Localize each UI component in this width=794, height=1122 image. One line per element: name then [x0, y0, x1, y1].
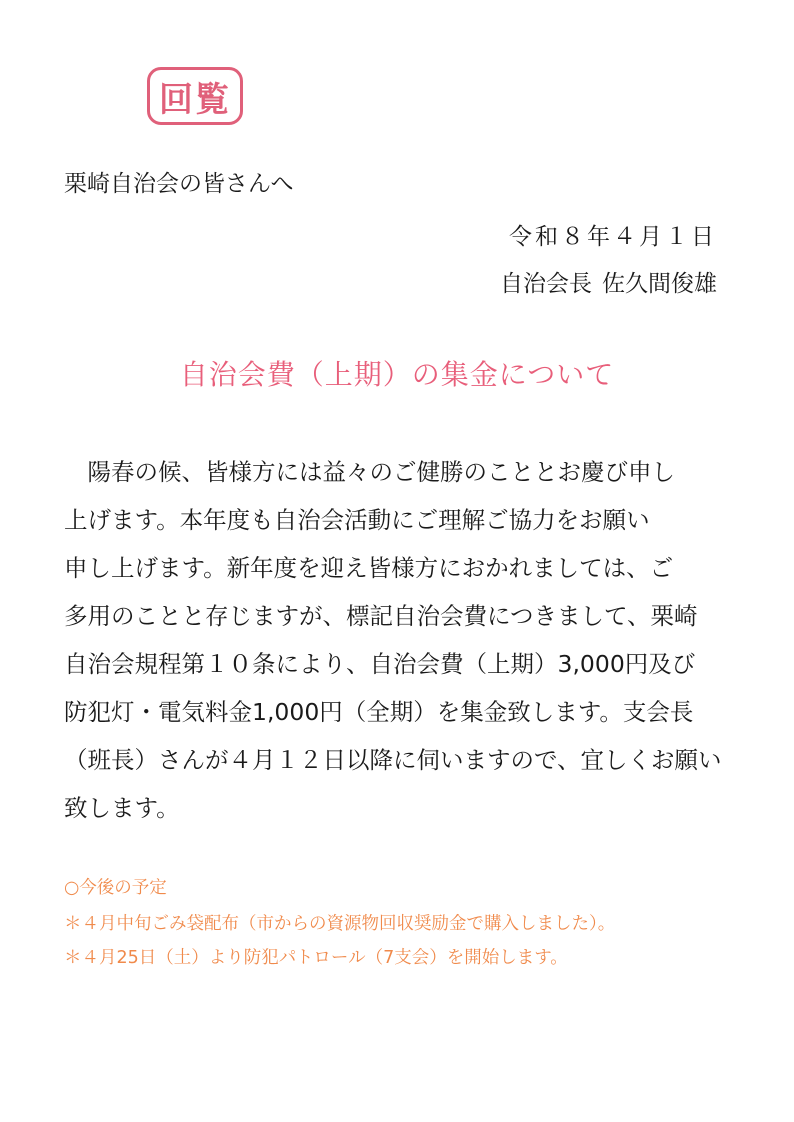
body-line: 多用のことと存じますが、標記自治会費につきまして、栗崎 — [64, 602, 698, 630]
sender-role: 自治会長 — [500, 271, 592, 297]
stamp-label: 回覧 — [159, 79, 231, 120]
sender — [500, 265, 717, 298]
circulation-stamp — [147, 67, 243, 125]
schedule-heading: ○今後の予定 — [64, 878, 167, 898]
schedule-item: ＊４月25日（土）より防犯パトロール（7支会）を開始します。 — [64, 948, 568, 968]
sender-name: 佐久間俊雄 — [602, 271, 717, 297]
body-line: 致します。 — [64, 794, 180, 822]
body-line: 自治会規程第１０条により、自治会費（上期）3,000円及び — [64, 650, 696, 678]
schedule-item: ＊４月中旬ごみ袋配布（市からの資源物回収奨励金で購入しました）。 — [64, 914, 616, 934]
body-text — [64, 448, 730, 832]
body-line: 陽春の候、皆様方には益々のご健勝のこととお慶び申し — [64, 458, 675, 486]
body-line: （班長）さんが４月１２日以降に伺いますので、宜しくお願い — [64, 746, 722, 774]
schedule-section — [64, 873, 615, 975]
body-line: 申し上げます。新年度を迎え皆様方におかれましては、ご — [64, 554, 674, 582]
document-title: 自治会費（上期）の集金について — [179, 358, 615, 391]
body-line: 上げます。本年度も自治会活動にご理解ご協力をお願い — [64, 506, 650, 534]
document-date: 令和８年４月１日 — [509, 224, 717, 250]
addressee: 栗崎自治会の皆さんへ — [64, 171, 294, 197]
body-line: 防犯灯・電気料金1,000円（全期）を集金致します。支会長 — [64, 698, 694, 726]
